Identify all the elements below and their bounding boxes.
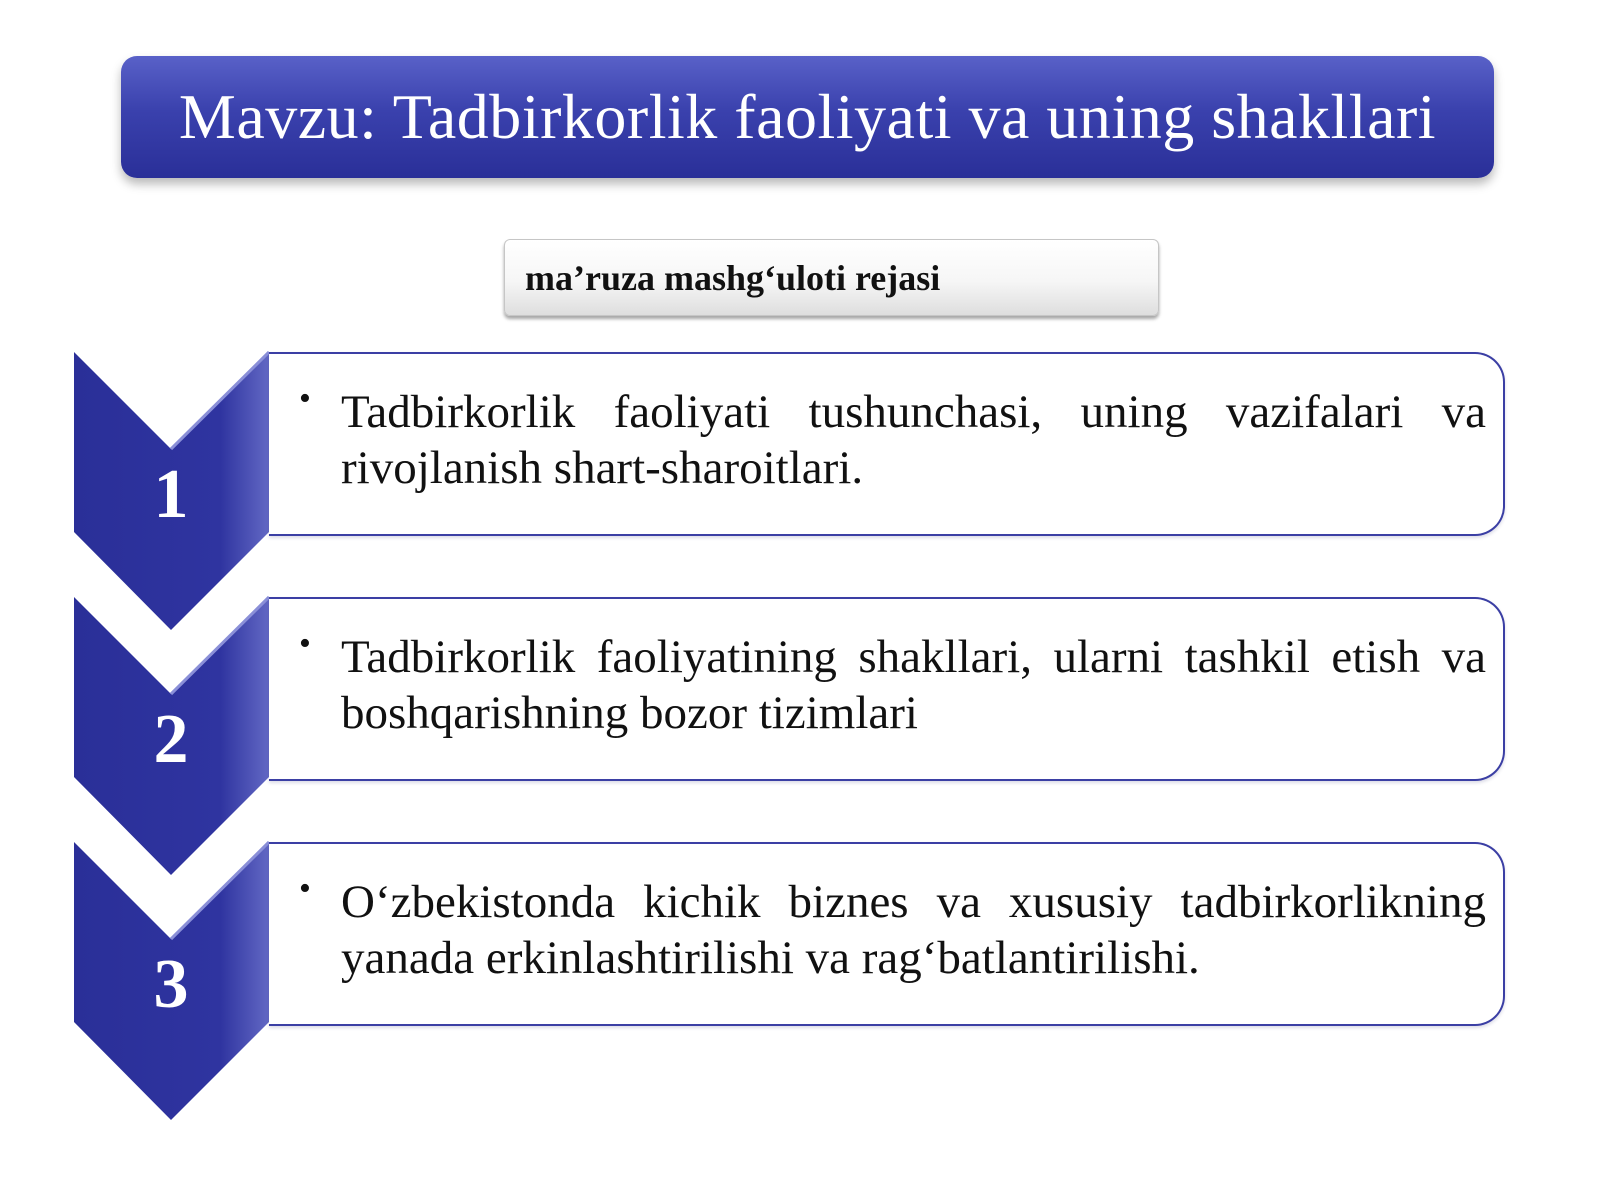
step-number-3: 3 — [153, 946, 189, 1023]
bullet-icon: • — [299, 380, 311, 417]
plan-item-3 — [269, 842, 1505, 1026]
plan-item-text: Tadbirkorlik faoliyati tushunchasi, uning vazifalari va rivojlanish shart-sharoitlari. — [341, 386, 1486, 494]
slide-title: Mavzu: Tadbirkorlik faoliyati va uning shakllari — [178, 81, 1437, 152]
plan-item-text: O‘zbekistonda kichik biznes va xususiy tadbirkorlikning yanada erkinlashtirilishi va rag‘batlantirilishi. — [341, 876, 1486, 984]
slide-subtitle: ma’ruza mashg‘uloti rejasi — [525, 257, 941, 298]
plan-item-1 — [269, 352, 1505, 536]
plan-item-text: Tadbirkorlik faoliyatining shakllari, ularni tashkil etish va boshqarishning bozor tizimlari — [341, 631, 1486, 739]
bullet-icon: • — [299, 870, 311, 907]
bullet-icon: • — [299, 625, 311, 662]
step-number-2: 2 — [153, 701, 189, 778]
plan-item-2 — [269, 597, 1505, 781]
step-number-1: 1 — [153, 456, 189, 533]
